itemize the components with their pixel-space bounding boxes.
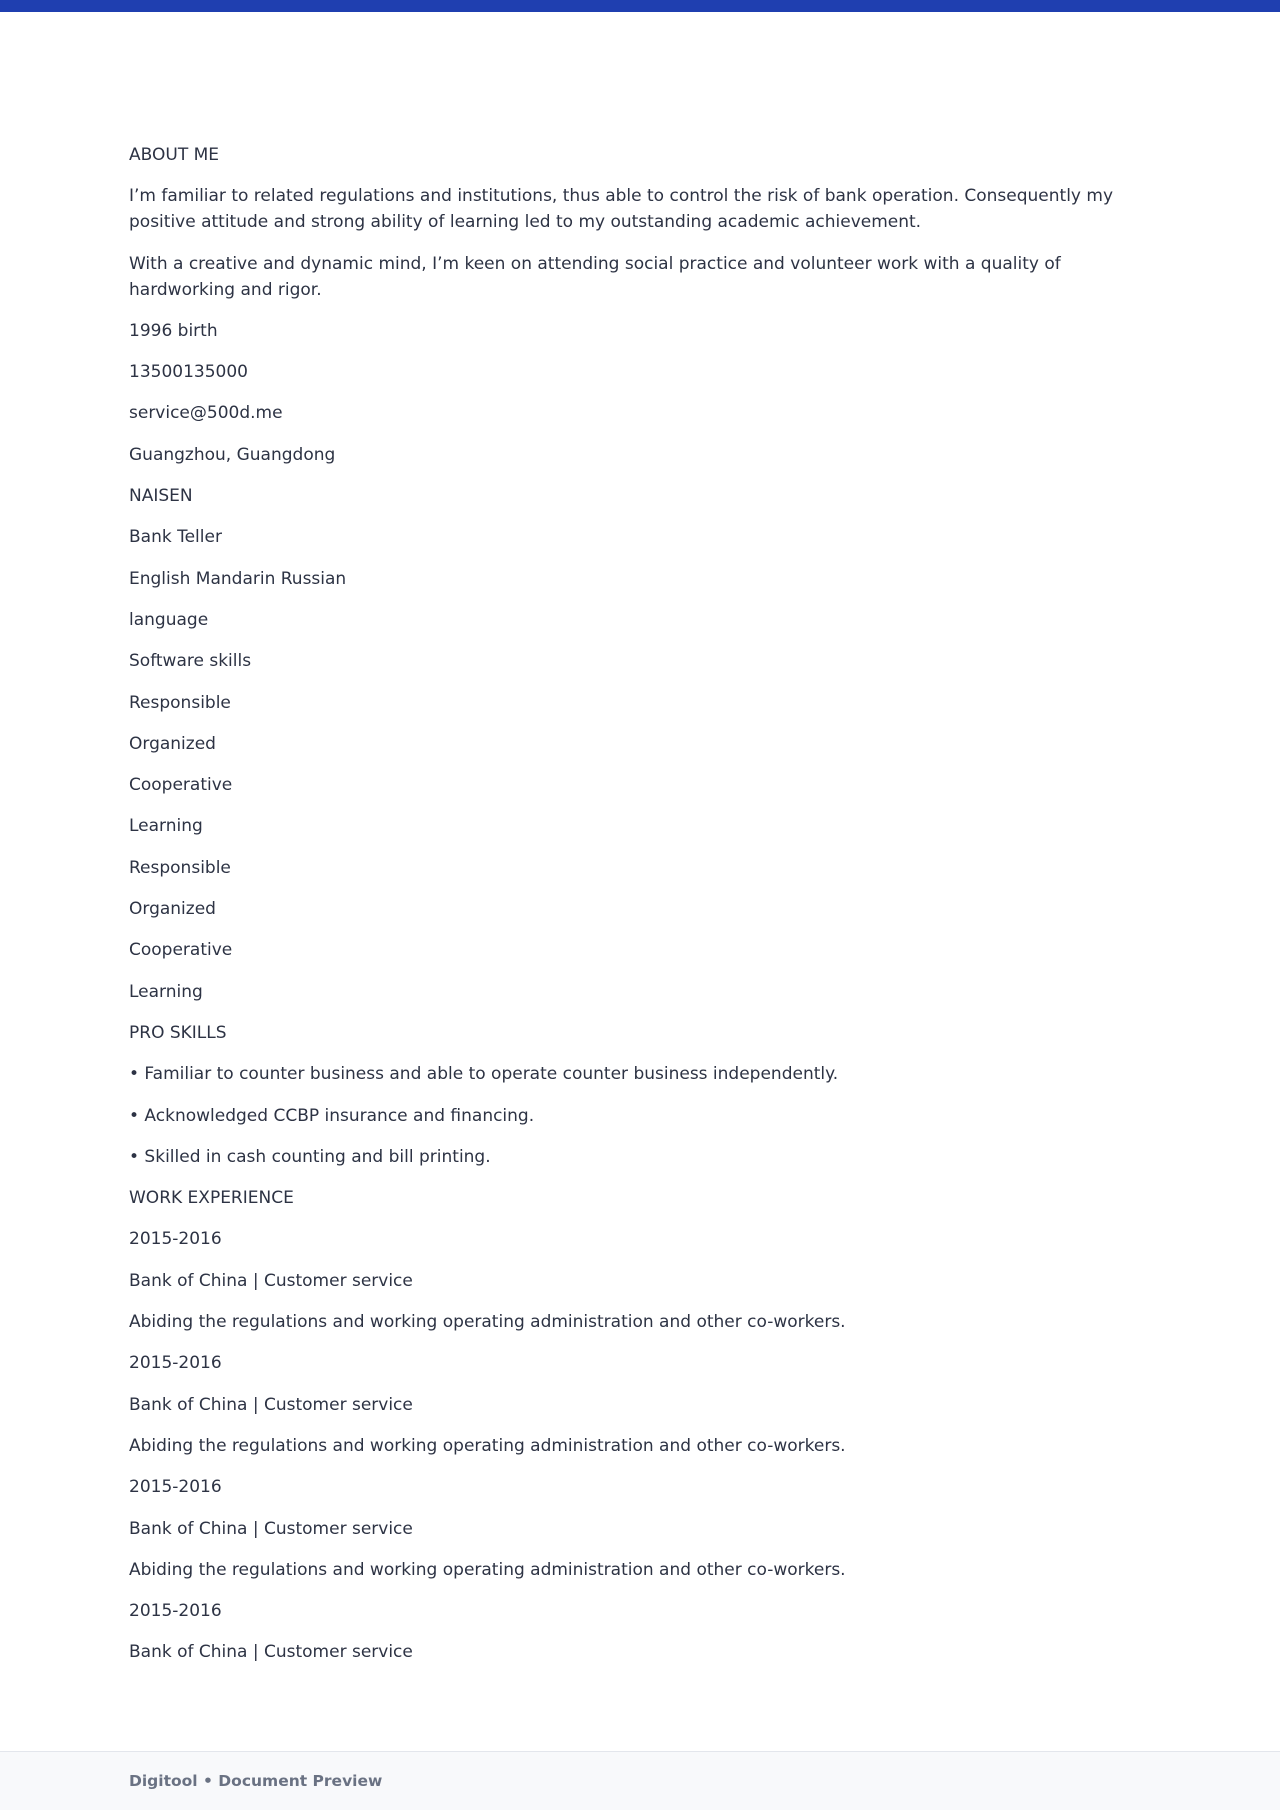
work-period: 2015-2016 xyxy=(129,1477,222,1498)
trait-item: Cooperative xyxy=(129,775,233,796)
language-label: language xyxy=(129,609,209,630)
work-role: Bank of China | Customer service xyxy=(129,1642,413,1663)
person-name: NAISEN xyxy=(129,486,193,507)
work-experience-heading: WORK EXPERIENCE xyxy=(129,1188,294,1209)
software-skills-label: Software skills xyxy=(129,651,252,672)
job-title: Bank Teller xyxy=(129,527,222,548)
phone-number: 13500135000 xyxy=(129,362,248,383)
about-paragraph: I’m familiar to related regulations and institutions, thus able to control the risk of bank operation. Consequently my positive attitude and strong ability of learning led to my outstanding academic achievement. xyxy=(129,186,1114,233)
work-role: Bank of China | Customer service xyxy=(129,1394,413,1415)
about-heading: ABOUT ME xyxy=(129,145,220,165)
work-description: Abiding the regulations and working operating administration and other co-workers. xyxy=(129,1435,846,1456)
about-paragraph: With a creative and dynamic mind, I’m keen on attending social practice and volunteer work with a quality of hardworking and rigor. xyxy=(129,253,1061,300)
languages: English Mandarin Russian xyxy=(129,568,347,589)
trait-item: Cooperative xyxy=(129,940,233,961)
work-period: 2015-2016 xyxy=(129,1229,222,1250)
pro-skill-item: • Skilled in cash counting and bill printing. xyxy=(129,1146,491,1167)
pro-skill-item: • Acknowledged CCBP insurance and financing. xyxy=(129,1105,535,1126)
footer-label: Digitool • Document Preview xyxy=(129,1772,383,1790)
birth-year: 1996 birth xyxy=(129,320,218,341)
trait-item: Learning xyxy=(129,816,203,837)
location: Guangzhou, Guangdong xyxy=(129,444,336,465)
top-accent-bar xyxy=(0,0,1280,12)
pro-skills-heading: PRO SKILLS xyxy=(129,1022,227,1043)
work-role: Bank of China | Customer service xyxy=(129,1270,413,1291)
preview-footer xyxy=(0,1751,1280,1810)
work-period: 2015-2016 xyxy=(129,1601,222,1622)
document-body xyxy=(129,142,1129,1681)
trait-item: Learning xyxy=(129,981,203,1002)
trait-item: Responsible xyxy=(129,692,231,713)
email-address: service@500d.me xyxy=(129,403,283,424)
trait-item: Organized xyxy=(129,899,216,920)
work-description: Abiding the regulations and working operating administration and other co-workers. xyxy=(129,1559,846,1580)
pro-skill-item: • Familiar to counter business and able to operate counter business independently. xyxy=(129,1064,839,1085)
work-role: Bank of China | Customer service xyxy=(129,1518,413,1539)
trait-item: Organized xyxy=(129,733,216,754)
work-description: Abiding the regulations and working operating administration and other co-workers. xyxy=(129,1312,846,1333)
work-period: 2015-2016 xyxy=(129,1353,222,1374)
trait-item: Responsible xyxy=(129,857,231,878)
